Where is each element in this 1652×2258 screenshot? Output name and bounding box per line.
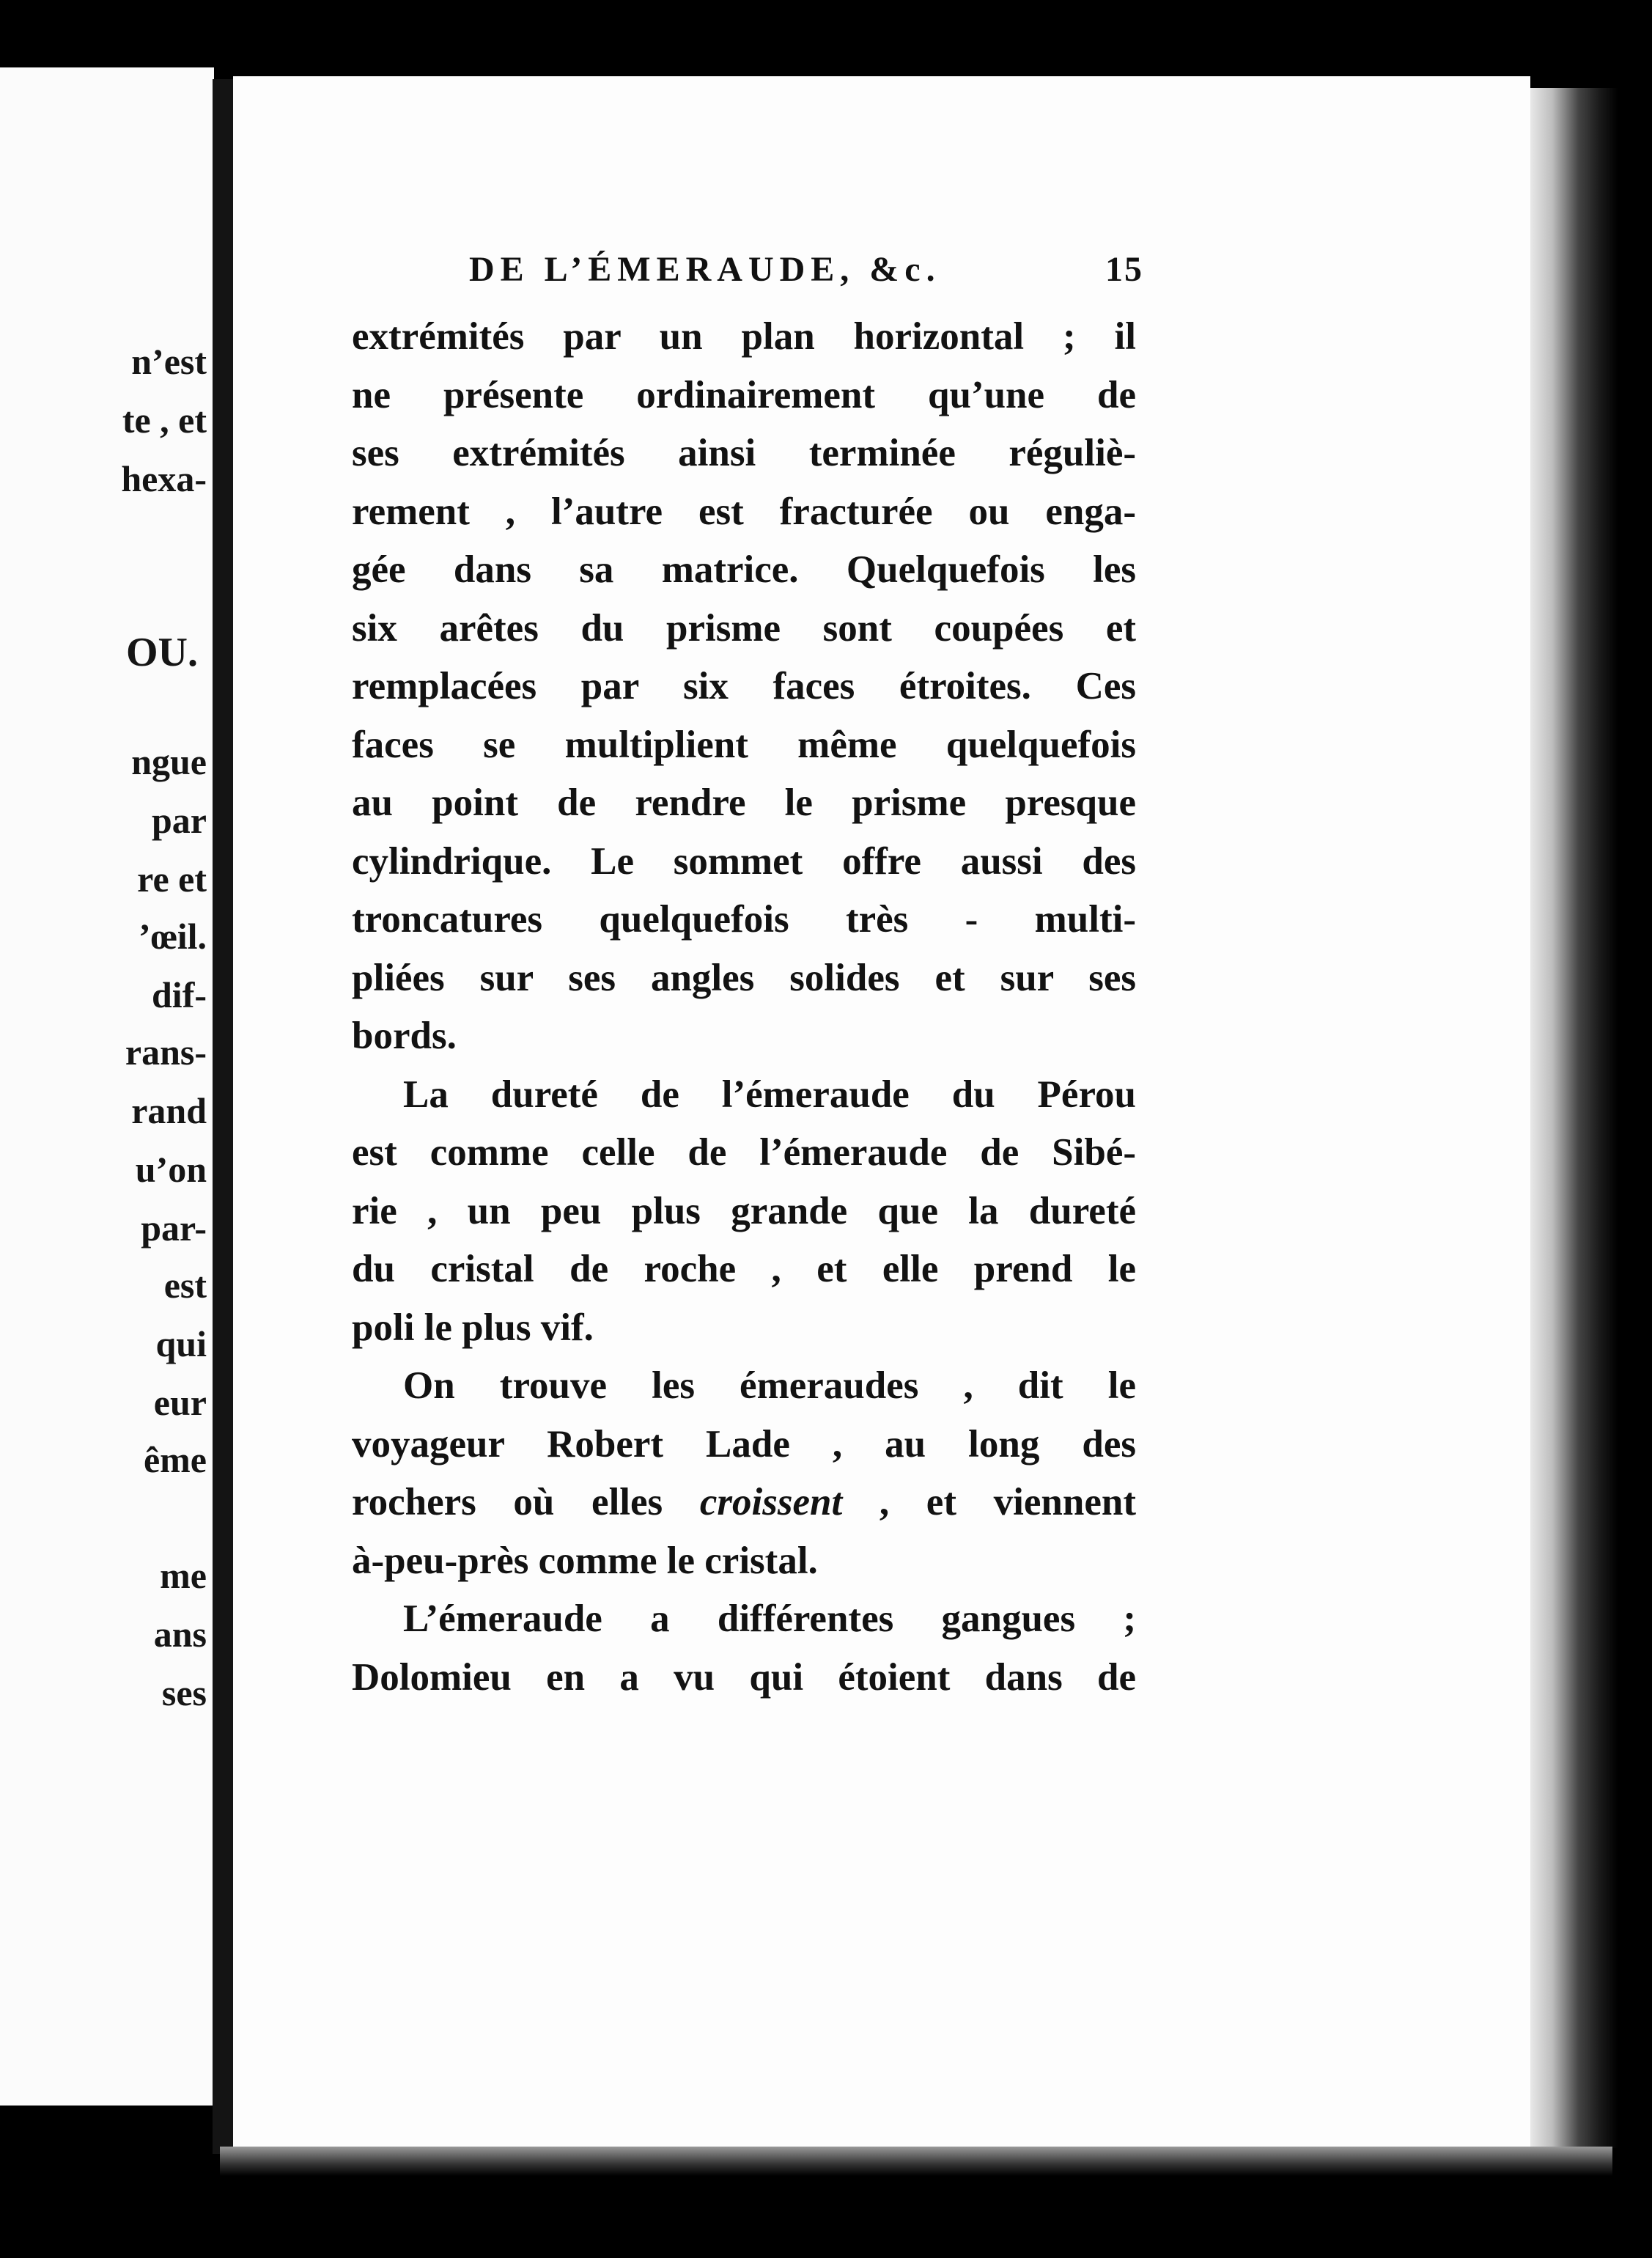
left-fragment: ses xyxy=(161,1672,207,1713)
text-line: six arêtes du prisme sont coupées et xyxy=(352,606,1136,650)
left-facing-page xyxy=(0,67,214,2106)
text-line: On trouve les émeraudes , dit le xyxy=(403,1364,1136,1407)
text-line: L’émeraude a différentes gangues ; xyxy=(403,1597,1136,1640)
left-fragment: rans- xyxy=(125,1031,207,1073)
left-fragment: te , et xyxy=(122,400,207,441)
left-fragment: re et xyxy=(137,858,207,900)
text-line: du cristal de roche , et elle prend le xyxy=(352,1248,1136,1290)
text-line: La dureté de l’émeraude du Pérou xyxy=(403,1073,1136,1116)
left-fragment: eur xyxy=(153,1382,207,1423)
left-fragment: est xyxy=(163,1265,207,1306)
page-bottom-edge xyxy=(220,2147,1612,2176)
left-fragment: par- xyxy=(141,1207,207,1248)
text-segment: rochers où elles xyxy=(352,1481,663,1523)
text-line: remplacées par six faces étroites. Ces xyxy=(352,665,1136,707)
text-line-with-italic xyxy=(352,1474,1136,1532)
text-line: Dolomieu en a vu qui étoient dans de xyxy=(352,1655,1136,1699)
text-line: ne présente ordinairement qu’une de xyxy=(352,373,1136,416)
left-fragment: hexa- xyxy=(121,458,207,499)
text-line: bords. xyxy=(352,1015,457,1057)
left-fragment: ngue xyxy=(131,741,207,782)
left-fragment: dif- xyxy=(152,974,207,1015)
text-line: faces se multiplient même quelquefois xyxy=(352,723,1136,766)
text-line: au point de rendre le prisme presque xyxy=(352,782,1136,824)
running-head xyxy=(469,249,1143,301)
text-segment: , et viennent xyxy=(879,1481,1137,1523)
page-stack-edge xyxy=(1530,88,1618,2148)
text-line: rement , l’autre est fracturée ou enga- xyxy=(352,490,1136,533)
left-fragment: OU. xyxy=(126,630,198,675)
text-line: poli le plus vif. xyxy=(352,1306,594,1349)
text-line: gée dans sa matrice. Quelquefois les xyxy=(352,548,1136,591)
left-fragment: ans xyxy=(153,1614,207,1655)
left-fragment: ’œil. xyxy=(138,916,207,957)
left-fragment: qui xyxy=(155,1323,207,1364)
text-line: pliées sur ses angles solides et sur ses xyxy=(352,956,1136,999)
left-fragment: me xyxy=(160,1555,207,1596)
text-line: rie , un peu plus grande que la dureté xyxy=(352,1189,1136,1232)
left-fragment: rand xyxy=(131,1090,207,1131)
text-line: voyageur Robert Lade , au long des xyxy=(352,1422,1136,1466)
left-fragment: n’est xyxy=(131,341,207,382)
text-line: ses extrémités ainsi terminée réguliè- xyxy=(352,432,1136,474)
text-line: troncatures quelquefois très - multi- xyxy=(352,898,1136,941)
text-line: extrémités par un plan horizontal ; il xyxy=(352,315,1136,358)
running-head-title: DE L’ÉMERAUDE, &c. xyxy=(469,250,941,289)
page-number: 15 xyxy=(1105,250,1143,289)
body-text xyxy=(352,308,1136,1707)
text-line: est comme celle de l’émeraude de Sibé- xyxy=(352,1131,1136,1174)
left-fragment: u’on xyxy=(135,1149,207,1190)
italic-word: croissent xyxy=(699,1481,843,1523)
text-line: cylindrique. Le sommet offre aussi des xyxy=(352,839,1136,883)
text-line: à-peu-près comme le cristal. xyxy=(352,1539,818,1582)
left-fragment: par xyxy=(152,800,207,841)
left-fragment: ême xyxy=(143,1439,207,1480)
